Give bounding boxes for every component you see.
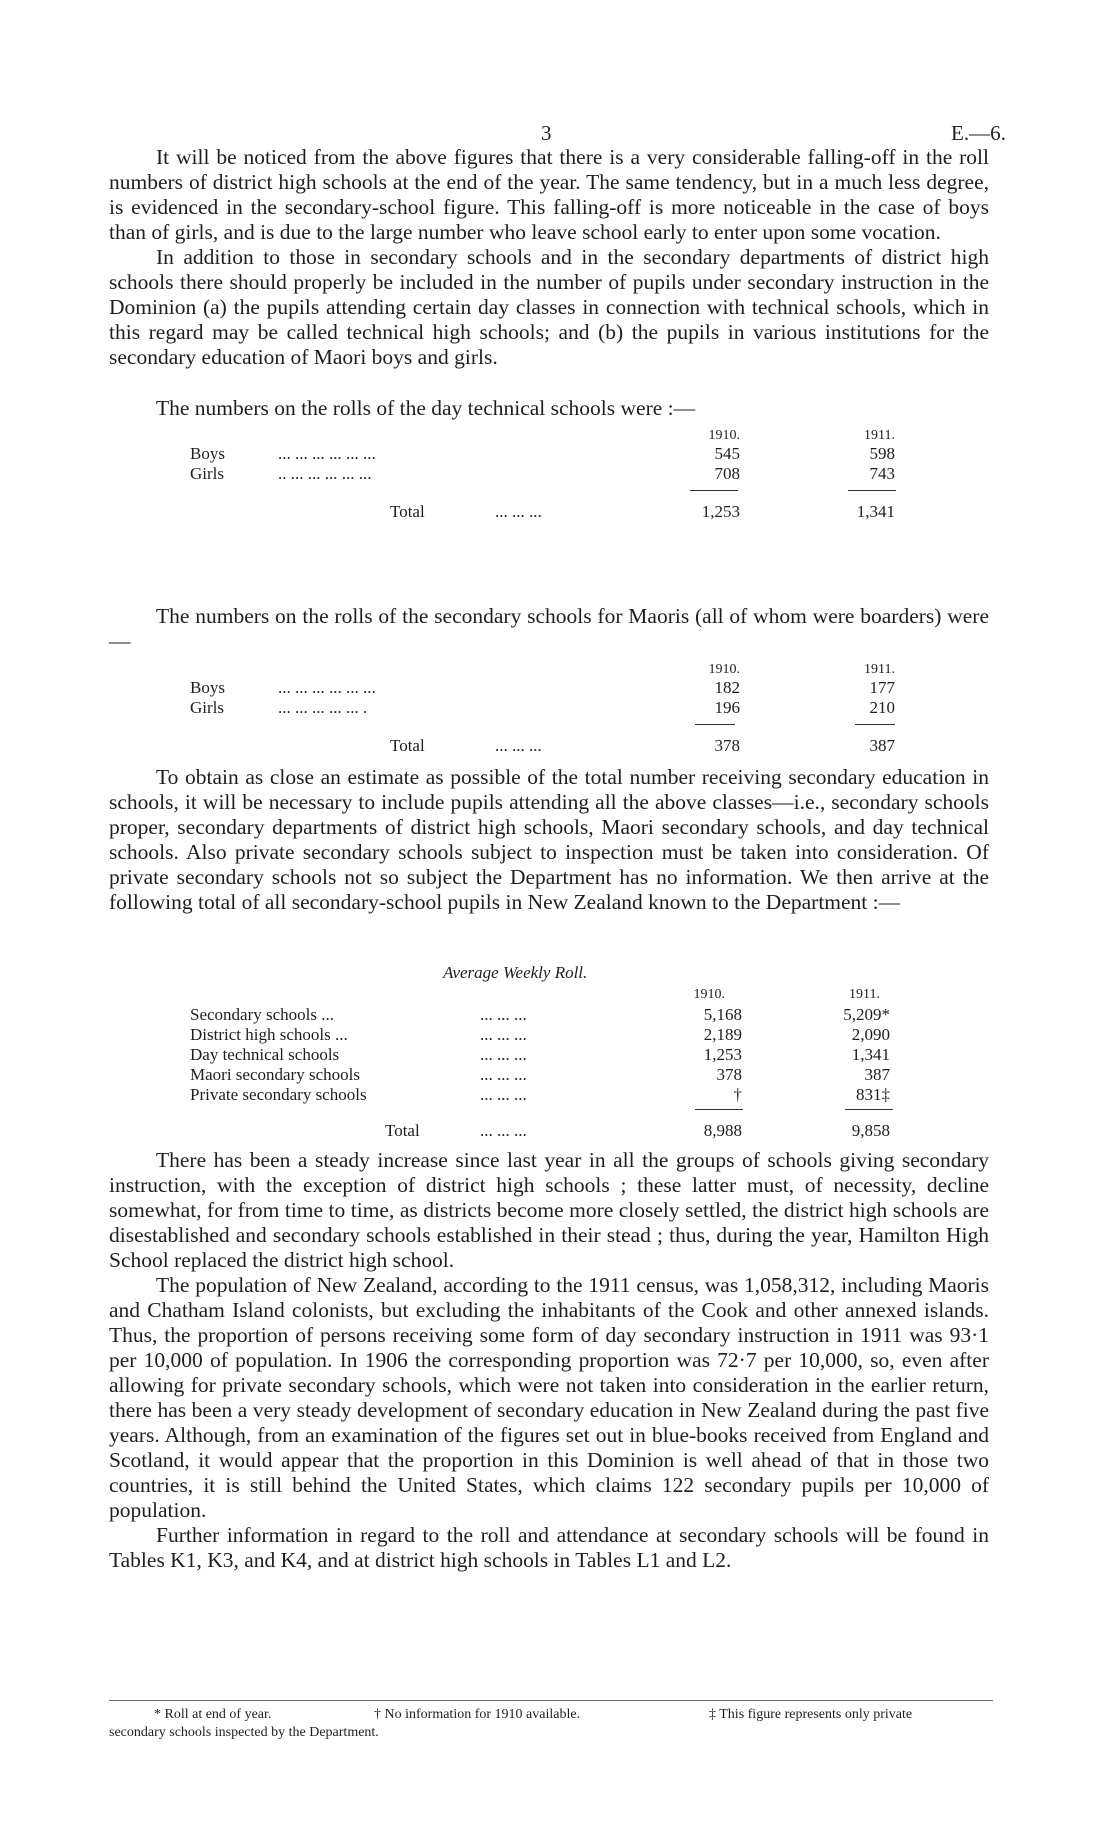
- technical-schools-table: [190, 428, 910, 538]
- footnote-dagger: † No information for 1910 available.: [374, 1707, 581, 1722]
- row-label: Boys: [190, 678, 225, 697]
- row-label: Secondary schools ...: [190, 1005, 335, 1024]
- sum-rule: [695, 724, 735, 725]
- paragraph-block-1: [109, 145, 989, 370]
- value-1910: 708: [714, 464, 740, 483]
- year-header: 1911.: [864, 428, 895, 443]
- sum-rule: [695, 1109, 743, 1110]
- leader-dots: ... ... ... ... ... ...: [278, 678, 376, 697]
- paragraph-block-2: [109, 1148, 989, 1573]
- paragraph: The numbers on the rolls of the secondary schools for Maoris (all of whom were boarders) were—: [109, 604, 989, 653]
- value-1910: 545: [714, 444, 740, 463]
- page-number: 3: [541, 121, 552, 145]
- leader-dots: ... ... ... ... ... ...: [278, 444, 376, 463]
- table-row: [190, 1085, 930, 1105]
- table-caption: Average Weekly Roll.: [443, 963, 588, 982]
- sum-rule: [845, 1109, 893, 1110]
- leader-dots: .. ... ... ... ... ...: [278, 464, 372, 483]
- estimate-paragraph: [109, 765, 989, 915]
- value-1910: 182: [714, 678, 740, 697]
- row-label: Boys: [190, 444, 225, 463]
- row-label: District high schools ...: [190, 1025, 348, 1044]
- row-label: Maori secondary schools: [190, 1065, 360, 1084]
- value-1911: 5,209*: [843, 1005, 890, 1024]
- total-1911: 9,858: [851, 1121, 890, 1140]
- maori-schools-table: [190, 662, 910, 762]
- summary-table: [190, 987, 930, 1147]
- total-1910: 8,988: [703, 1121, 742, 1140]
- value-1911: 831‡: [856, 1085, 890, 1104]
- value-1910: 196: [714, 698, 740, 717]
- value-1910: 378: [716, 1065, 742, 1084]
- value-1911: 2,090: [851, 1025, 890, 1044]
- value-1911: 210: [869, 698, 895, 717]
- year-header: 1911.: [849, 987, 880, 1002]
- paragraph: There has been a steady increase since last year in all the groups of schools giving secondary instruction, with the exception of district high schools ; these latter must, of necessity, decline somewhat, for from time to time, as districts become more closely settled, the district high schools are disestablished and secondary schools established in their stead ; thus, during the year, Hamilton High School replaced the district high school.: [109, 1148, 989, 1272]
- leader-dots: ... ... ...: [480, 1121, 527, 1140]
- value-1911: 598: [869, 444, 895, 463]
- sum-rule: [855, 724, 895, 725]
- footnotes: [109, 1706, 993, 1746]
- row-label: Private secondary schools: [190, 1085, 367, 1104]
- table-row: [190, 698, 910, 718]
- year-header: 1910.: [708, 662, 740, 677]
- document-reference: E.—6.: [951, 121, 1006, 145]
- footnote-rule: [109, 1700, 993, 1701]
- leader-dots: ... ... ... ... ... .: [278, 698, 368, 717]
- table-row: [190, 1045, 930, 1065]
- table-row: [190, 1065, 930, 1085]
- total-label: Total: [385, 1121, 420, 1140]
- leader-dots: ... ... ...: [495, 502, 542, 521]
- technical-intro: The numbers on the rolls of the day technical schools were :—: [156, 396, 696, 420]
- table-total-row: [190, 736, 910, 756]
- table-row: [190, 678, 910, 698]
- sum-rule: [690, 490, 738, 491]
- total-1911: 387: [869, 736, 895, 755]
- value-1910: 1,253: [703, 1045, 742, 1064]
- row-label: Girls: [190, 464, 224, 483]
- footnote-continuation: secondary schools inspected by the Department.: [109, 1725, 379, 1740]
- total-1910: 1,253: [701, 502, 740, 521]
- year-header: 1911.: [864, 662, 895, 677]
- table-row: [190, 464, 910, 484]
- leader-dots: ... ... ...: [480, 1005, 527, 1024]
- leader-dots: ... ... ...: [495, 736, 542, 755]
- table-row: [190, 444, 910, 464]
- paragraph: To obtain as close an estimate as possible of the total number receiving secondary education in schools, it will be necessary to include pupils attending all the above classes—i.e., secondary schools proper, secondary departments of district high schools, Maori secondary schools, and day technical schools. Also private secondary schools subject to inspection must be taken into consideration. Of private secondary schools not so subject the Department has no information. We then arrive at the following total of all secondary-school pupils in New Zealand known to the Department :—: [109, 765, 989, 914]
- value-1910: 2,189: [703, 1025, 742, 1044]
- table-header-row: [190, 987, 930, 1005]
- year-header: 1910.: [708, 428, 740, 443]
- table-row: [190, 1025, 930, 1045]
- leader-dots: ... ... ...: [480, 1085, 527, 1104]
- paragraph: Further information in regard to the roll and attendance at secondary schools will be found in Tables K1, K3, and K4, and at district high schools in Tables L1 and L2.: [109, 1523, 989, 1572]
- footnote-double-dagger: ‡ This figure represents only private: [709, 1707, 913, 1722]
- row-label: Girls: [190, 698, 224, 717]
- table-total-row: [190, 502, 910, 522]
- value-1911: 1,341: [851, 1045, 890, 1064]
- maori-intro: [109, 604, 989, 654]
- footnote-star: * Roll at end of year.: [154, 1707, 272, 1722]
- total-label: Total: [390, 736, 425, 755]
- value-1910: †: [733, 1085, 742, 1104]
- total-1911: 1,341: [856, 502, 895, 521]
- value-1911: 743: [869, 464, 895, 483]
- paragraph: It will be noticed from the above figures that there is a very considerable falling-off in the roll numbers of district high schools at the end of the year. The same tendency, but in a much less degree, is evidenced in the secondary-school figure. This falling-off is more noticeable in the case of boys than of girls, and is due to the large number who leave school early to enter upon some vocation.: [109, 145, 989, 244]
- leader-dots: ... ... ...: [480, 1025, 527, 1044]
- row-label: Day technical schools: [190, 1045, 340, 1064]
- table-total-row: [190, 1121, 930, 1141]
- leader-dots: ... ... ...: [480, 1065, 527, 1084]
- value-1911: 387: [864, 1065, 890, 1084]
- total-1910: 378: [714, 736, 740, 755]
- value-1910: 5,168: [703, 1005, 742, 1024]
- leader-dots: ... ... ...: [480, 1045, 527, 1064]
- sum-rule: [848, 490, 896, 491]
- paragraph: In addition to those in secondary schools and in the secondary departments of district high schools there should properly be included in the number of pupils under secondary instruction in the Dominion (a) the pupils attending certain day classes in connection with technical schools, which in this regard may be called technical high schools; and (b) the pupils in various institutions for the secondary education of Maori boys and girls.: [109, 245, 989, 369]
- total-label: Total: [390, 502, 425, 521]
- year-header: 1910.: [693, 987, 725, 1002]
- value-1911: 177: [869, 678, 895, 697]
- paragraph: The population of New Zealand, according to the 1911 census, was 1,058,312, including Maoris and Chatham Island colonists, but excluding the inhabitants of the Cook and other annexed islands. Thus, the proportion of persons receiving some form of day secondary instruction in 1911 was 93·1 per 10,000 of population. In 1906 the corresponding proportion was 72·7 per 10,000, so, even after allowing for private secondary schools, which were not taken into consideration in the earlier return, there has been a very steady development of secondary education in New Zealand during the past five years. Although, from an examination of the figures set out in blue-books received from England and Scotland, it would appear that the proportion in this Dominion is well ahead of that in those two countries, it is still behind the United States, which claims 122 secondary pupils per 10,000 of population.: [109, 1273, 989, 1522]
- table-row: [190, 1005, 930, 1025]
